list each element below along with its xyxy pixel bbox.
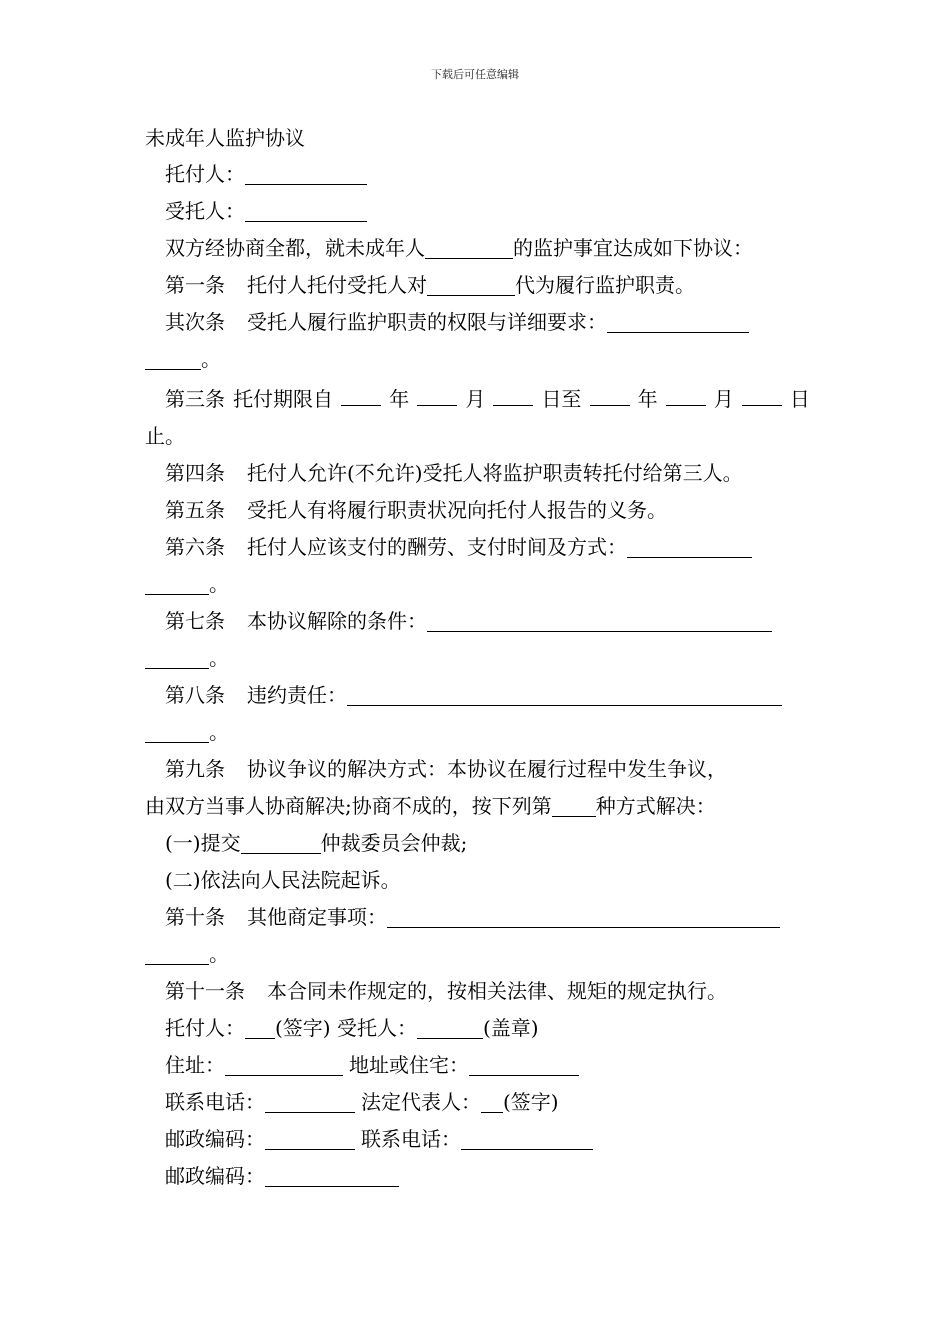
postcode-blank[interactable] <box>265 1125 355 1150</box>
article-7-text: 本协议解除的条件： <box>247 609 427 633</box>
article-6-end: 。 <box>209 572 229 596</box>
article-7-blank[interactable] <box>427 607 772 632</box>
article-10-cont <box>145 936 810 973</box>
option-1-text-2: 仲裁委员会仲裁; <box>320 831 468 855</box>
arbitration-commission-blank[interactable] <box>241 829 321 854</box>
end-year-blank[interactable] <box>590 381 630 406</box>
article-10-number: 第十条 <box>165 905 225 929</box>
article-8-number: 第八条 <box>165 683 225 707</box>
article-6-number: 第六条 <box>165 535 225 559</box>
article-8-cont <box>145 714 810 751</box>
article-9-cont <box>145 788 810 825</box>
article-10-blank-cont[interactable] <box>145 940 209 965</box>
postcode-label: 邮政编码： <box>165 1127 265 1151</box>
trustee-postcode-blank[interactable] <box>265 1162 399 1187</box>
entrustor-label: 托付人： <box>165 162 245 186</box>
article-2-cont <box>145 341 810 378</box>
month-label-2: 月 <box>713 387 734 411</box>
article-9-text-3: 种方式解决： <box>595 794 716 818</box>
entrustor-sign-label: 托付人： <box>165 1016 245 1040</box>
start-day-blank[interactable] <box>493 381 533 406</box>
start-year-blank[interactable] <box>341 381 381 406</box>
article-1-blank[interactable] <box>427 271 515 296</box>
page-header: 下载后可任意编辑 <box>431 68 519 81</box>
entrustor-sign-blank[interactable] <box>245 1014 275 1039</box>
legal-rep-sign-label: (签字) <box>503 1090 559 1114</box>
article-10-blank[interactable] <box>387 903 780 928</box>
trustee-line <box>145 193 810 230</box>
document-title: 未成年人监护协议 <box>145 126 305 150</box>
article-10-end: 。 <box>209 942 229 966</box>
article-7-number: 第七条 <box>165 609 225 633</box>
article-9-text-2: 由双方当事人协商解决;协商不成的，按下列第 <box>145 794 552 818</box>
article-7-cont <box>145 640 810 677</box>
article-2-blank-cont[interactable] <box>145 345 201 370</box>
article-8 <box>145 677 810 714</box>
trustee-postcode-label: 邮政编码： <box>165 1164 265 1188</box>
article-8-text: 违约责任： <box>247 683 347 707</box>
option-2: (二)依法向人民法院起诉。 <box>165 868 401 892</box>
end-month-blank[interactable] <box>666 381 706 406</box>
signature-line-1 <box>145 1010 810 1047</box>
article-6 <box>145 529 810 566</box>
article-7-blank-cont[interactable] <box>145 644 209 669</box>
legal-rep-blank[interactable] <box>481 1088 503 1113</box>
address-residence-label: 地址或住宅： <box>349 1053 469 1077</box>
article-6-cont <box>145 566 810 603</box>
article-4-text: 托付人允许(不允许)受托人将监护职责转托付给第三人。 <box>247 461 743 485</box>
article-11 <box>145 973 810 1010</box>
seal-label: (盖章) <box>482 1016 539 1040</box>
article-2-text: 受托人履行监护职责的权限与详细要求： <box>247 310 607 334</box>
article-6-blank[interactable] <box>627 533 752 558</box>
legal-rep-label: 法定代表人： <box>361 1090 481 1114</box>
method-number-blank[interactable] <box>552 792 596 817</box>
article-5 <box>145 492 810 529</box>
article-2-number: 其次条 <box>165 310 225 334</box>
phone-label: 联系电话： <box>165 1090 265 1114</box>
year-label-1: 年 <box>389 387 410 411</box>
signature-line-5 <box>145 1158 810 1195</box>
article-11-text: 本合同未作规定的，按相关法律、规矩的规定执行。 <box>267 979 727 1003</box>
article-4-number: 第四条 <box>165 461 225 485</box>
article-1 <box>145 267 810 304</box>
article-8-blank[interactable] <box>347 681 782 706</box>
trustee-phone-label: 联系电话： <box>361 1127 461 1151</box>
phone-blank[interactable] <box>265 1088 355 1113</box>
address-label: 住址： <box>165 1053 225 1077</box>
option-1 <box>145 825 810 862</box>
article-3-text: 托付期限自 <box>233 387 334 411</box>
address-blank[interactable] <box>225 1051 343 1076</box>
entrustor-blank[interactable] <box>245 160 367 185</box>
article-9-number: 第九条 <box>165 757 225 781</box>
article-5-text: 受托人有将履行职责状况向托付人报告的义务。 <box>247 498 667 522</box>
article-10-text: 其他商定事项： <box>247 905 387 929</box>
article-6-text: 托付人应该支付的酬劳、支付时间及方式： <box>247 535 627 559</box>
article-10 <box>145 899 810 936</box>
article-2-blank[interactable] <box>607 308 749 333</box>
article-8-end: 。 <box>209 720 229 744</box>
signature-line-2 <box>145 1047 810 1084</box>
article-3-cont: 止。 <box>145 424 185 448</box>
trustee-sign-label: (签字) 受托人： <box>275 1016 417 1040</box>
article-3-number: 第三条 <box>165 387 225 411</box>
day-to-label: 日至 <box>541 387 582 411</box>
article-9-text: 协议争议的解决方式：本协议在履行过程中发生争议， <box>247 757 727 781</box>
intro-line <box>145 230 810 267</box>
address-residence-blank[interactable] <box>469 1051 579 1076</box>
day-label-2: 日 <box>789 387 810 411</box>
article-1-number: 第一条 <box>165 273 225 297</box>
month-label-1: 月 <box>465 387 486 411</box>
article-2-end: 。 <box>201 347 221 371</box>
article-8-blank-cont[interactable] <box>145 718 209 743</box>
article-9 <box>145 751 810 788</box>
signature-line-3 <box>145 1084 810 1121</box>
article-3 <box>145 381 810 418</box>
trustee-blank[interactable] <box>245 197 367 222</box>
article-7-end: 。 <box>209 646 229 670</box>
article-7 <box>145 603 810 640</box>
end-day-blank[interactable] <box>742 381 782 406</box>
article-1-text-2: 代为履行监护职责。 <box>515 273 695 297</box>
minor-name-blank[interactable] <box>425 234 513 259</box>
article-6-blank-cont[interactable] <box>145 570 209 595</box>
document-body <box>145 120 810 1195</box>
article-2 <box>145 304 810 341</box>
article-1-text-1: 托付人托付受托人对 <box>247 273 427 297</box>
article-11-number: 第十一条 <box>165 979 245 1003</box>
intro-text-1: 双方经协商全都，就未成年人 <box>165 236 425 260</box>
start-month-blank[interactable] <box>417 381 457 406</box>
trustee-seal-blank[interactable] <box>417 1014 483 1039</box>
article-4 <box>145 455 810 492</box>
trustee-label: 受托人： <box>165 199 245 223</box>
article-5-number: 第五条 <box>165 498 225 522</box>
trustee-phone-blank[interactable] <box>461 1125 593 1150</box>
entrustor-line <box>145 156 810 193</box>
year-label-2: 年 <box>637 387 658 411</box>
option-1-text-1: (一)提交 <box>165 831 241 855</box>
intro-text-2: 的监护事宜达成如下协议： <box>513 236 753 260</box>
signature-line-4 <box>145 1121 810 1158</box>
